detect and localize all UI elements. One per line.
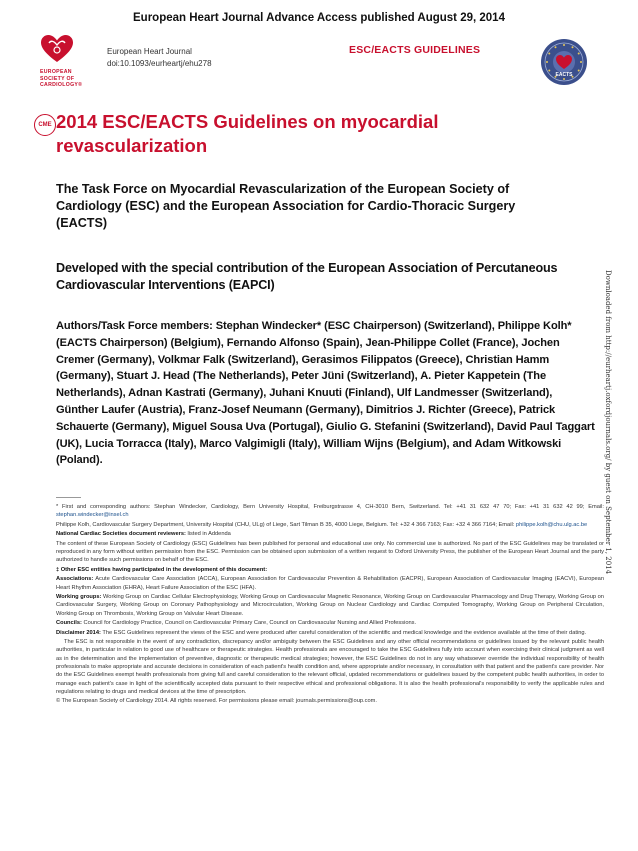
esc-logo (40, 34, 86, 89)
esc-logo-line-1: EUROPEAN (40, 69, 72, 75)
journal-info (107, 46, 212, 70)
esc-logo-line-2: SOCIETY OF (40, 75, 75, 82)
esc-logo-line-3: CARDIOLOGY® (40, 82, 83, 89)
advance-access-banner: European Heart Journal Advance Access published August 29, 2014 (133, 12, 505, 24)
footnote-associations (56, 575, 604, 592)
eacts-logo-text: EACTS (555, 72, 573, 78)
email-label: Email: (588, 504, 604, 510)
footnote-kolh (56, 521, 604, 529)
contribution-subtitle: Developed with the special contribution of the European Association of Percutaneous Cardiovascular Interventions (EAPCI) (56, 261, 558, 292)
corresponding-authors-text: * First and corresponding authors: Stephan Windecker, Cardiology, Bern University Hospital, Freiburgstrasse 4, CH-3010 Bern, Switzerland. Tel: +41 31 632 47 70; Fax: +41 31 632 42 99; (56, 504, 585, 510)
working-groups-text: Working Group on Cardiac Cellular Electrophysiology, Working Group on Cardiovascular Magnetic Resonance, Working Group on Cardiovascular Pharmacology and Drug Therapy, Working Group on Cardiovascular Surgery, Working Group on Coronary Pathophysiology and Microcirculation, Working Group on Nuclear Cardiology and Cardiac Computed Tomography, Working Group on Peripheral Circulation, Working Group on Thrombosis, Working Group on Valvular Heart Disease. (56, 594, 604, 617)
footnote-councils (56, 619, 604, 627)
cme-badge[interactable]: CME (34, 114, 56, 136)
footnote-divider (56, 497, 81, 498)
email-link-windecker[interactable]: stephan.windecker@insel.ch (56, 512, 129, 519)
doi[interactable]: doi:10.1093/eurheartj/ehu278 (107, 59, 212, 68)
footnote-disclaimer (56, 629, 604, 637)
footnote-content-notice: The content of these European Society of Cardiology (ESC) Guidelines has been published for personal and educational use only. No commercial use is authorized. No part of the ESC Guidelines may be translated or reproduced in any form without written permission from the ESC. Permission can be obtained upon submission of a written request to Oxford University Press, the publisher of the European Heart Journal and the party authorized to handle such permissions on behalf of the ESC. (56, 540, 604, 564)
download-sidebar (603, 270, 619, 600)
footnote-working-groups (56, 593, 604, 618)
associations-text: Acute Cardiovascular Care Association (ACCA), European Association for Cardiovascular Prevention & Rehabilitation (EACPR), European Association of Cardiovascular Imaging (EACVI), European Heart Rhythm Association (EHRA), Heart Failure Association of the ESC (HFA). (56, 576, 604, 591)
eacts-logo (540, 38, 588, 86)
footnote-entities-label: ‡ Other ESC entities having participated in the development of this document: (56, 566, 268, 573)
page-title: 2014 ESC/EACTS Guidelines on myocardial revascularization (56, 111, 439, 156)
reviewers-text: listed in Addenda (187, 531, 231, 538)
email-label: Email: (498, 521, 515, 528)
disclaimer-text: The ESC Guidelines represent the views of the ESC and were produced after careful consideration of the scientific and medical knowledge and the evidence available at the time of their dating. (102, 629, 587, 636)
download-notice[interactable]: Downloaded from http://eurheartj.oxfordjournals.org/ by guest on September 1, 2014 (604, 270, 612, 575)
footnotes (56, 503, 604, 707)
councils-label: Councils: (56, 620, 82, 627)
journal-name: European Heart Journal (107, 47, 192, 56)
task-force-subtitle: The Task Force on Myocardial Revascularization of the European Society of Cardiology (ESC) and the European Association for Cardio-Thoracic Surgery (EACTS) (56, 182, 516, 230)
working-groups-label: Working groups: (56, 594, 102, 601)
author-list: Authors/Task Force members: Stephan Windecker* (ESC Chairperson) (Switzerland), Philippe Kolh* (EACTS Chairperson) (Belgium), Fernando Alfonso (Spain), Jean-Philippe Collet (France), Jochen Cremer (Germany), Volkmar Falk (Switzerland), Gerasimos Filippatos (Greece), Christian Hamm (Germany), Stuart J. Head (The Netherlands), Peter Jüni (Switzerland), A. Pieter Kappetein (The Netherlands), Adnan Kastrati (Germany), Juhani Knuuti (Finland), Ulf Landmesser (Switzerland), Günther Laufer (Austria), Franz-Josef Neumann (Germany), Dimitrios J. Richter (Greece), Patrick Schauerte (Germany), Miguel Sousa Uva (Portugal), Giulio G. Stefanini (Switzerland), David Paul Taggart (UK), Lucia Torracca (Italy), Marco Valgimigli (Italy), William Wijns (Belgium), and Adam Witkowski (Poland). (56, 320, 595, 467)
footnote-corresponding (56, 503, 604, 520)
kolh-address-text: Philippe Kolh, Cardiovascular Surgery Department, University Hospital (CHU, ULg) of Liege, Sart Tilman B 35, 4000 Liege, Belgium. Tel: +32 4 366 7163; Fax: +32 4 366 7164; (56, 521, 497, 528)
footnote-reviewers (56, 530, 604, 538)
email-link-kolh[interactable]: philippe.kolh@chu.ulg.ac.be (515, 521, 588, 528)
reviewers-label: National Cardiac Societies document reviewers: (56, 531, 186, 538)
guideline-type-label: ESC/EACTS GUIDELINES (349, 44, 481, 56)
associations-label: Associations: (56, 576, 94, 583)
footnote-copyright: © The European Society of Cardiology 2014. All rights reserved. For permissions please email: journals.permissions@oup.com. (56, 698, 377, 705)
footnote-responsibility: The ESC is not responsible in the event of any contradiction, discrepancy and/or ambiguity between the ESC Guidelines and any other official recommendations or guidelines issued by the relevant public health authorities, in particular in relation to good use of healthcare or therapeutic strategies. Health professionals are encouraged to take the ESC Guidelines fully into account when exercising their clinical judgment as well as in the determination and the implementation of preventive, diagnostic or therapeutic medical strategies; however, the ESC Guidelines do not in any way whatsoever override the individual responsibility of health professionals to make appropriate and accurate decisions in consideration of each patient's health condition and, where appropriate and/or necessary, in consultation with that patient and the patient's care provider. Nor do the ESC Guidelines exempt health professionals from giving full and careful consideration to the relevant official, updated recommendations or guidelines issued by the competent public health authorities, in order to manage each patient's case in light of the scientifically accepted data pursuant to their respective ethical and professional obligations. It is also the health professional's responsibility to verify the applicable rules and regulations relating to drugs and medical devices at the time of prescription. (56, 639, 604, 695)
councils-text: Council for Cardiology Practice, Council on Cardiovascular Primary Care, Council on Cardiovascular Nursing and Allied Professions. (83, 620, 417, 627)
esc-heart-icon (40, 34, 74, 64)
eacts-seal-icon (540, 38, 588, 86)
disclaimer-label: Disclaimer 2014: (56, 629, 101, 636)
